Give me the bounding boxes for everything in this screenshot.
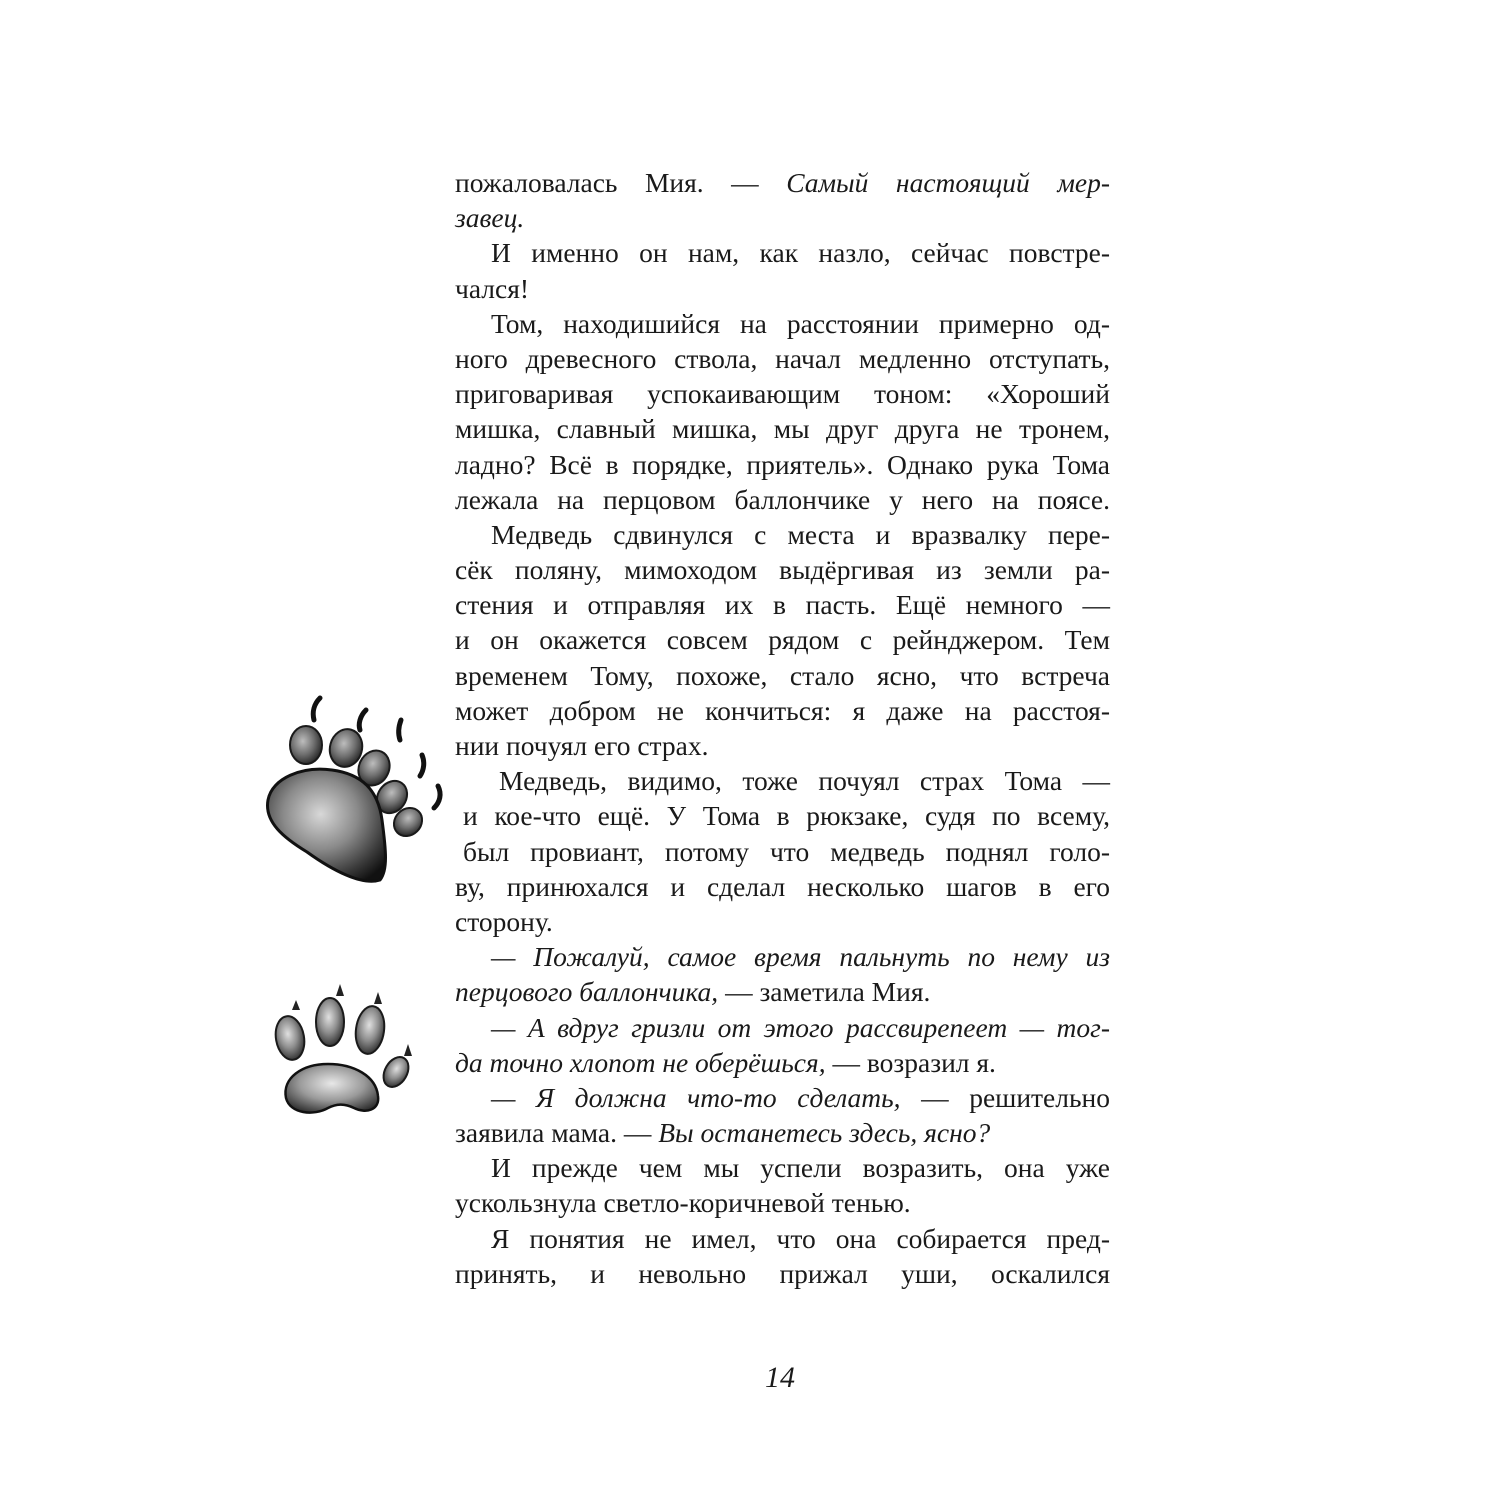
text-line: завец.	[455, 202, 525, 234]
text-line: ву, принюхался и сделал несколько шагов в его	[455, 870, 1110, 902]
text-line: нии почуял его страх.	[455, 730, 709, 761]
text-line: Медведь сдвинулся с места и вразвалку пере-	[491, 518, 1110, 550]
body-text	[455, 165, 1110, 1291]
text-line: стения и отправляя их в пасть. Ещё немного —	[455, 589, 1110, 621]
text-line: Том, находишийся на расстоянии примерно од-	[491, 307, 1110, 339]
text-line: временем Тому, похоже, стало ясно, что встреча	[455, 659, 1110, 691]
text-line: Медведь, видимо, тоже почуял страх Тома —	[499, 765, 1110, 797]
text-line: ладно? Всё в порядке, приятель». Однако рука Тома	[455, 448, 1110, 480]
text-line: ного древесного ствола, начал медленно отступать,	[455, 342, 1110, 374]
text-line: был провиант, потому что медведь поднял голо-	[463, 835, 1110, 867]
text-line: мишка, славный мишка, мы друг друга не тронем,	[455, 413, 1110, 445]
text-line: — Я должна что-то сделать, — решительно	[491, 1081, 1110, 1113]
page-number: 14	[765, 1361, 795, 1394]
text-line: лежала на перцовом баллончике у него на поясе.	[455, 483, 1110, 515]
text-line: заявила мама. — Вы останетесь здесь, ясно?	[455, 1117, 991, 1149]
text-line: может добром не кончиться: я даже на расстоя-	[455, 694, 1110, 726]
text-line: перцового баллончика, — заметила Мия.	[455, 976, 931, 1008]
text-line: — Пожалуй, самое время пальнуть по нему из	[491, 941, 1110, 973]
text-line: принять, и невольно прижал уши, оскалился	[455, 1257, 1110, 1289]
text-line: и кое-что ещё. У Тома в рюкзаке, судя по всему,	[463, 800, 1110, 832]
text-line: — А вдруг гризли от этого рассвирепеет — тог-	[491, 1011, 1110, 1043]
text-line: ускользнула светло-коричневой тенью.	[455, 1187, 911, 1219]
paw-print-icon	[268, 980, 418, 1115]
bear-paw-icon	[262, 690, 452, 890]
text-line: приговаривая успокаивающим тоном: «Хороший	[455, 378, 1110, 410]
text-line: И прежде чем мы успели возразить, она уже	[491, 1152, 1110, 1184]
text-line: да точно хлопот не оберёшься, — возразил я.	[455, 1046, 996, 1078]
text-line: сёк поляну, мимоходом выдёргивая из земли ра-	[455, 554, 1110, 586]
text-line: Я понятия не имел, что она собирается пред-	[491, 1222, 1110, 1254]
text-line: пожаловалась Мия. — Самый настоящий мер-	[455, 167, 1110, 198]
text-line: и он окажется совсем рядом с рейнджером. Тем	[455, 624, 1110, 656]
text-line: чался!	[455, 272, 530, 304]
text-line: сторону.	[455, 905, 553, 937]
text-line: И именно он нам, как назло, сейчас повстре-	[491, 237, 1110, 269]
